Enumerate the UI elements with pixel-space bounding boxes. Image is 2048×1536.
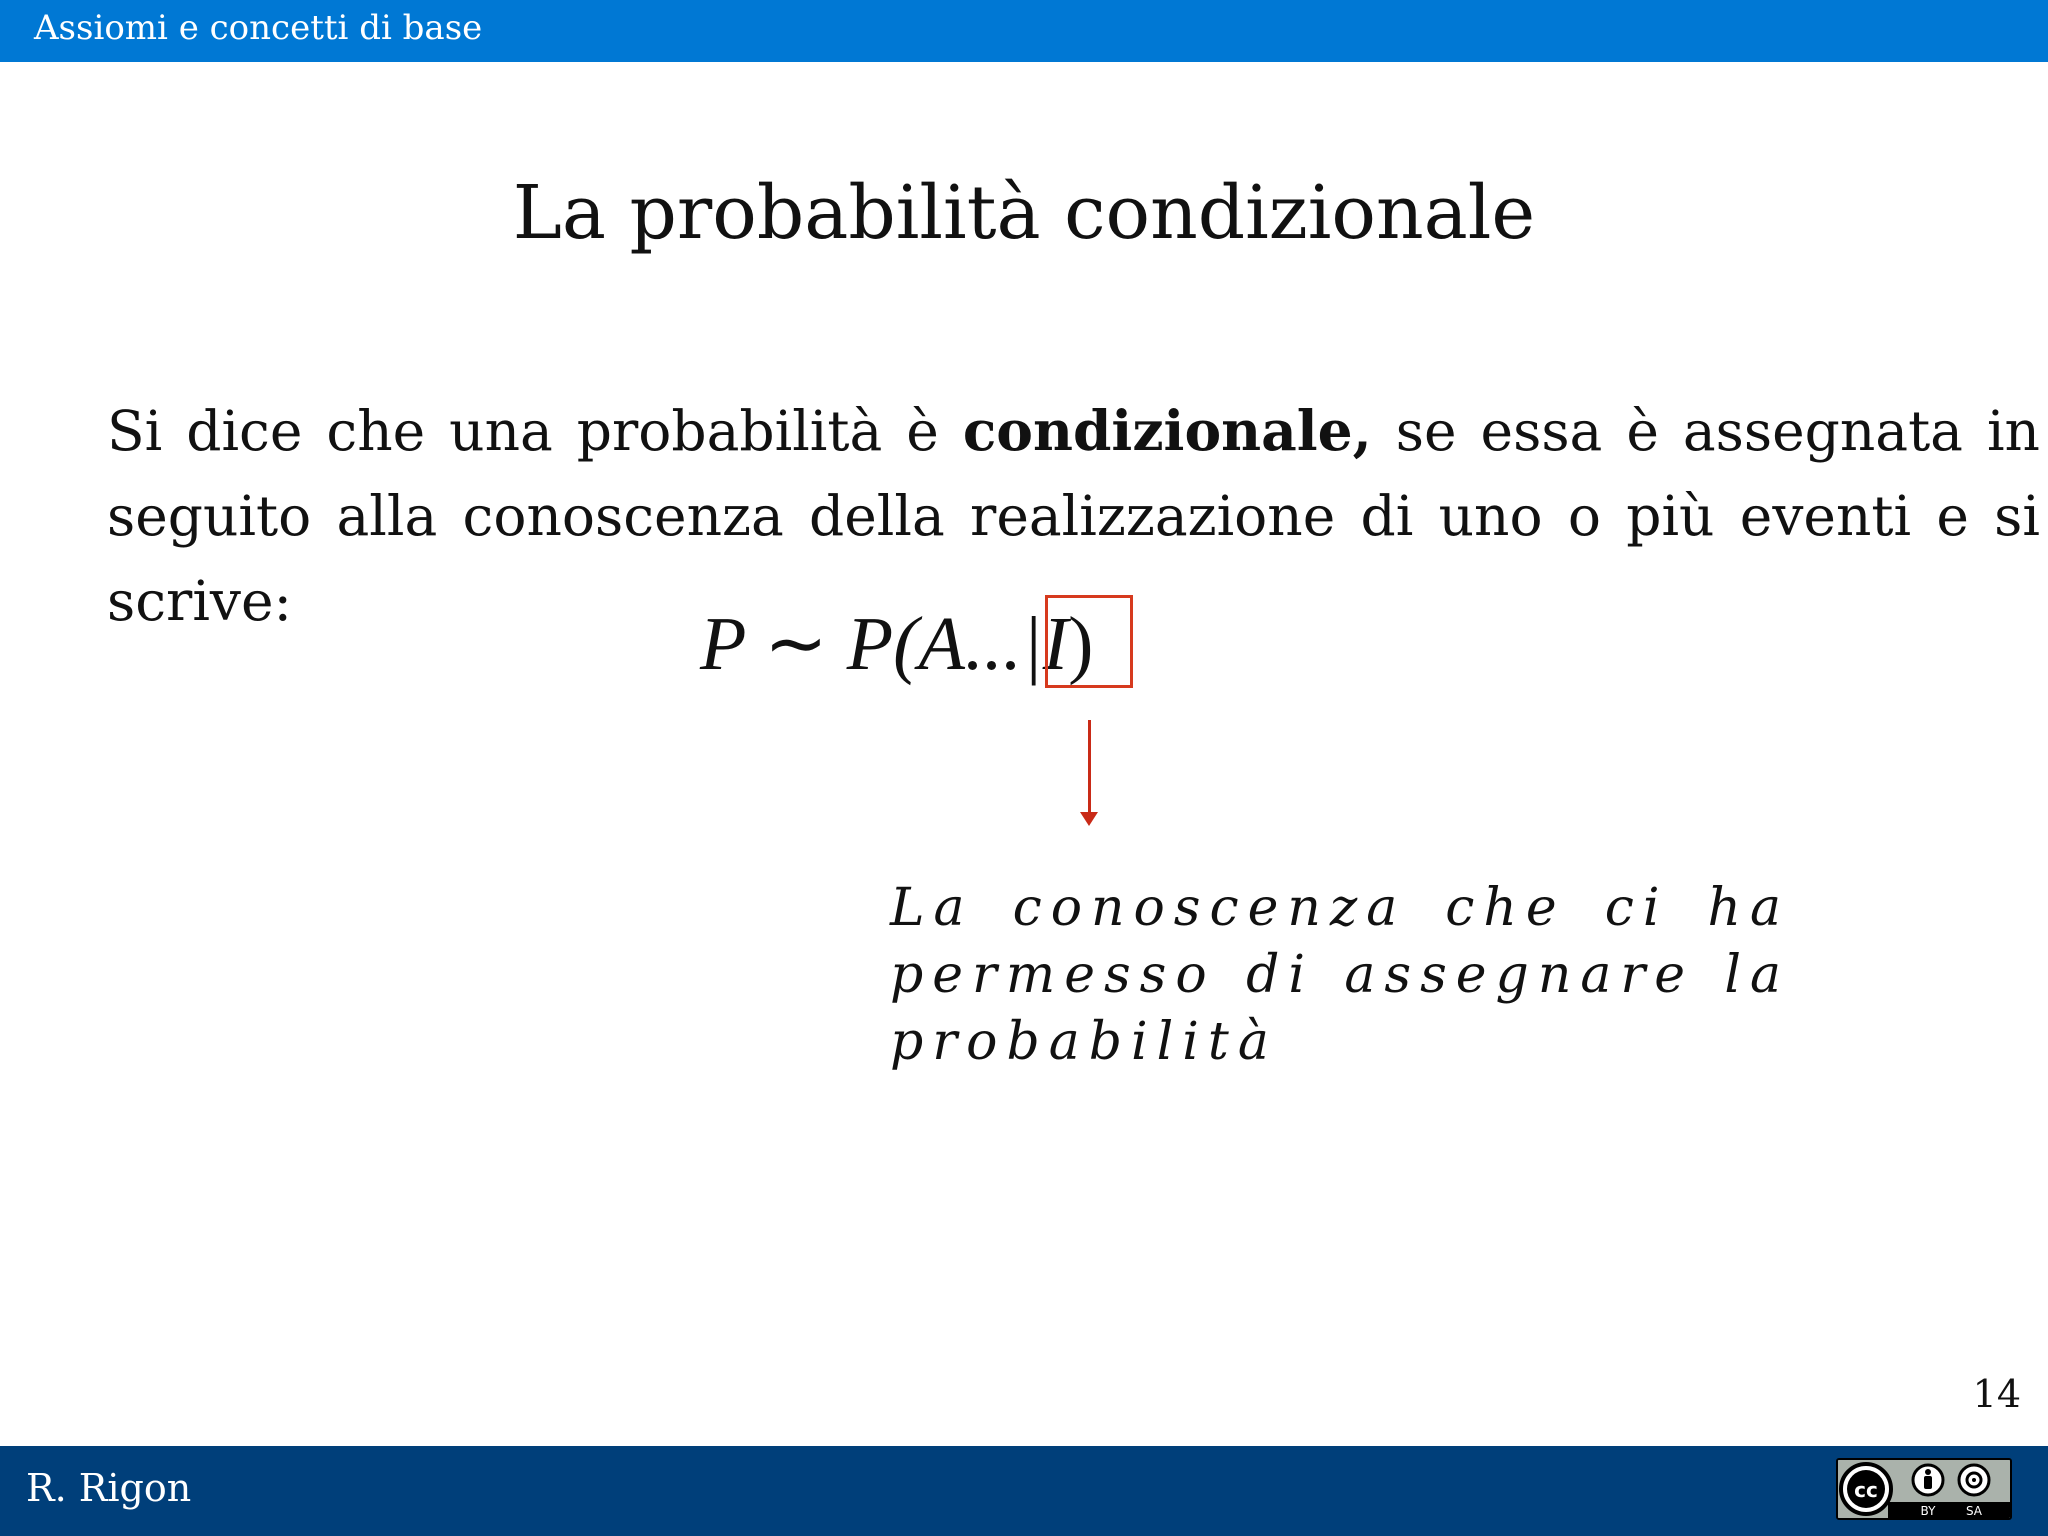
paragraph-text-start: Si dice che una probabilità è <box>107 399 963 463</box>
cc-icon <box>1841 1464 1891 1514</box>
paragraph-text-end: se essa è assegnata in seguito alla conoscenza della realizzazione di uno o più eventi e si scrive: <box>107 399 2040 633</box>
footer-bar <box>0 1446 2048 1536</box>
conditional-probability-formula <box>700 598 1093 688</box>
cc-license-badge[interactable] <box>1836 1458 2012 1520</box>
slide-title: La probabilità condizionale <box>512 170 1536 256</box>
license-badge-graphic <box>1838 1460 2010 1518</box>
license-sa-label: SA <box>1965 1504 1983 1518</box>
conditioning-highlight-box <box>1045 595 1133 688</box>
header-bar <box>0 0 2048 62</box>
svg-text:cc: cc <box>1854 1478 1878 1502</box>
by-icon <box>1913 1465 1943 1495</box>
license-by-label: BY <box>1920 1504 1936 1518</box>
formula-rhs-open: P(A... <box>846 602 1022 686</box>
formula-lhs: P <box>700 602 746 686</box>
sa-icon <box>1959 1465 1989 1495</box>
section-title: Assiomi e concetti di base <box>34 8 483 48</box>
formula-rhs-close: ) <box>1068 602 1094 686</box>
page-number: 14 <box>1972 1372 2021 1416</box>
arrow-down-icon <box>1080 812 1098 826</box>
formula-relation: ∼ <box>764 602 828 686</box>
annotation-arrow-line <box>1088 720 1091 820</box>
author-name: R. Rigon <box>26 1466 192 1510</box>
annotation-text: La conoscenza che ci ha permesso di assegnare la probabilità <box>890 878 1790 1072</box>
formula-conditioning: |I <box>1021 602 1069 686</box>
paragraph-bold-term: condizionale, <box>962 398 1372 463</box>
